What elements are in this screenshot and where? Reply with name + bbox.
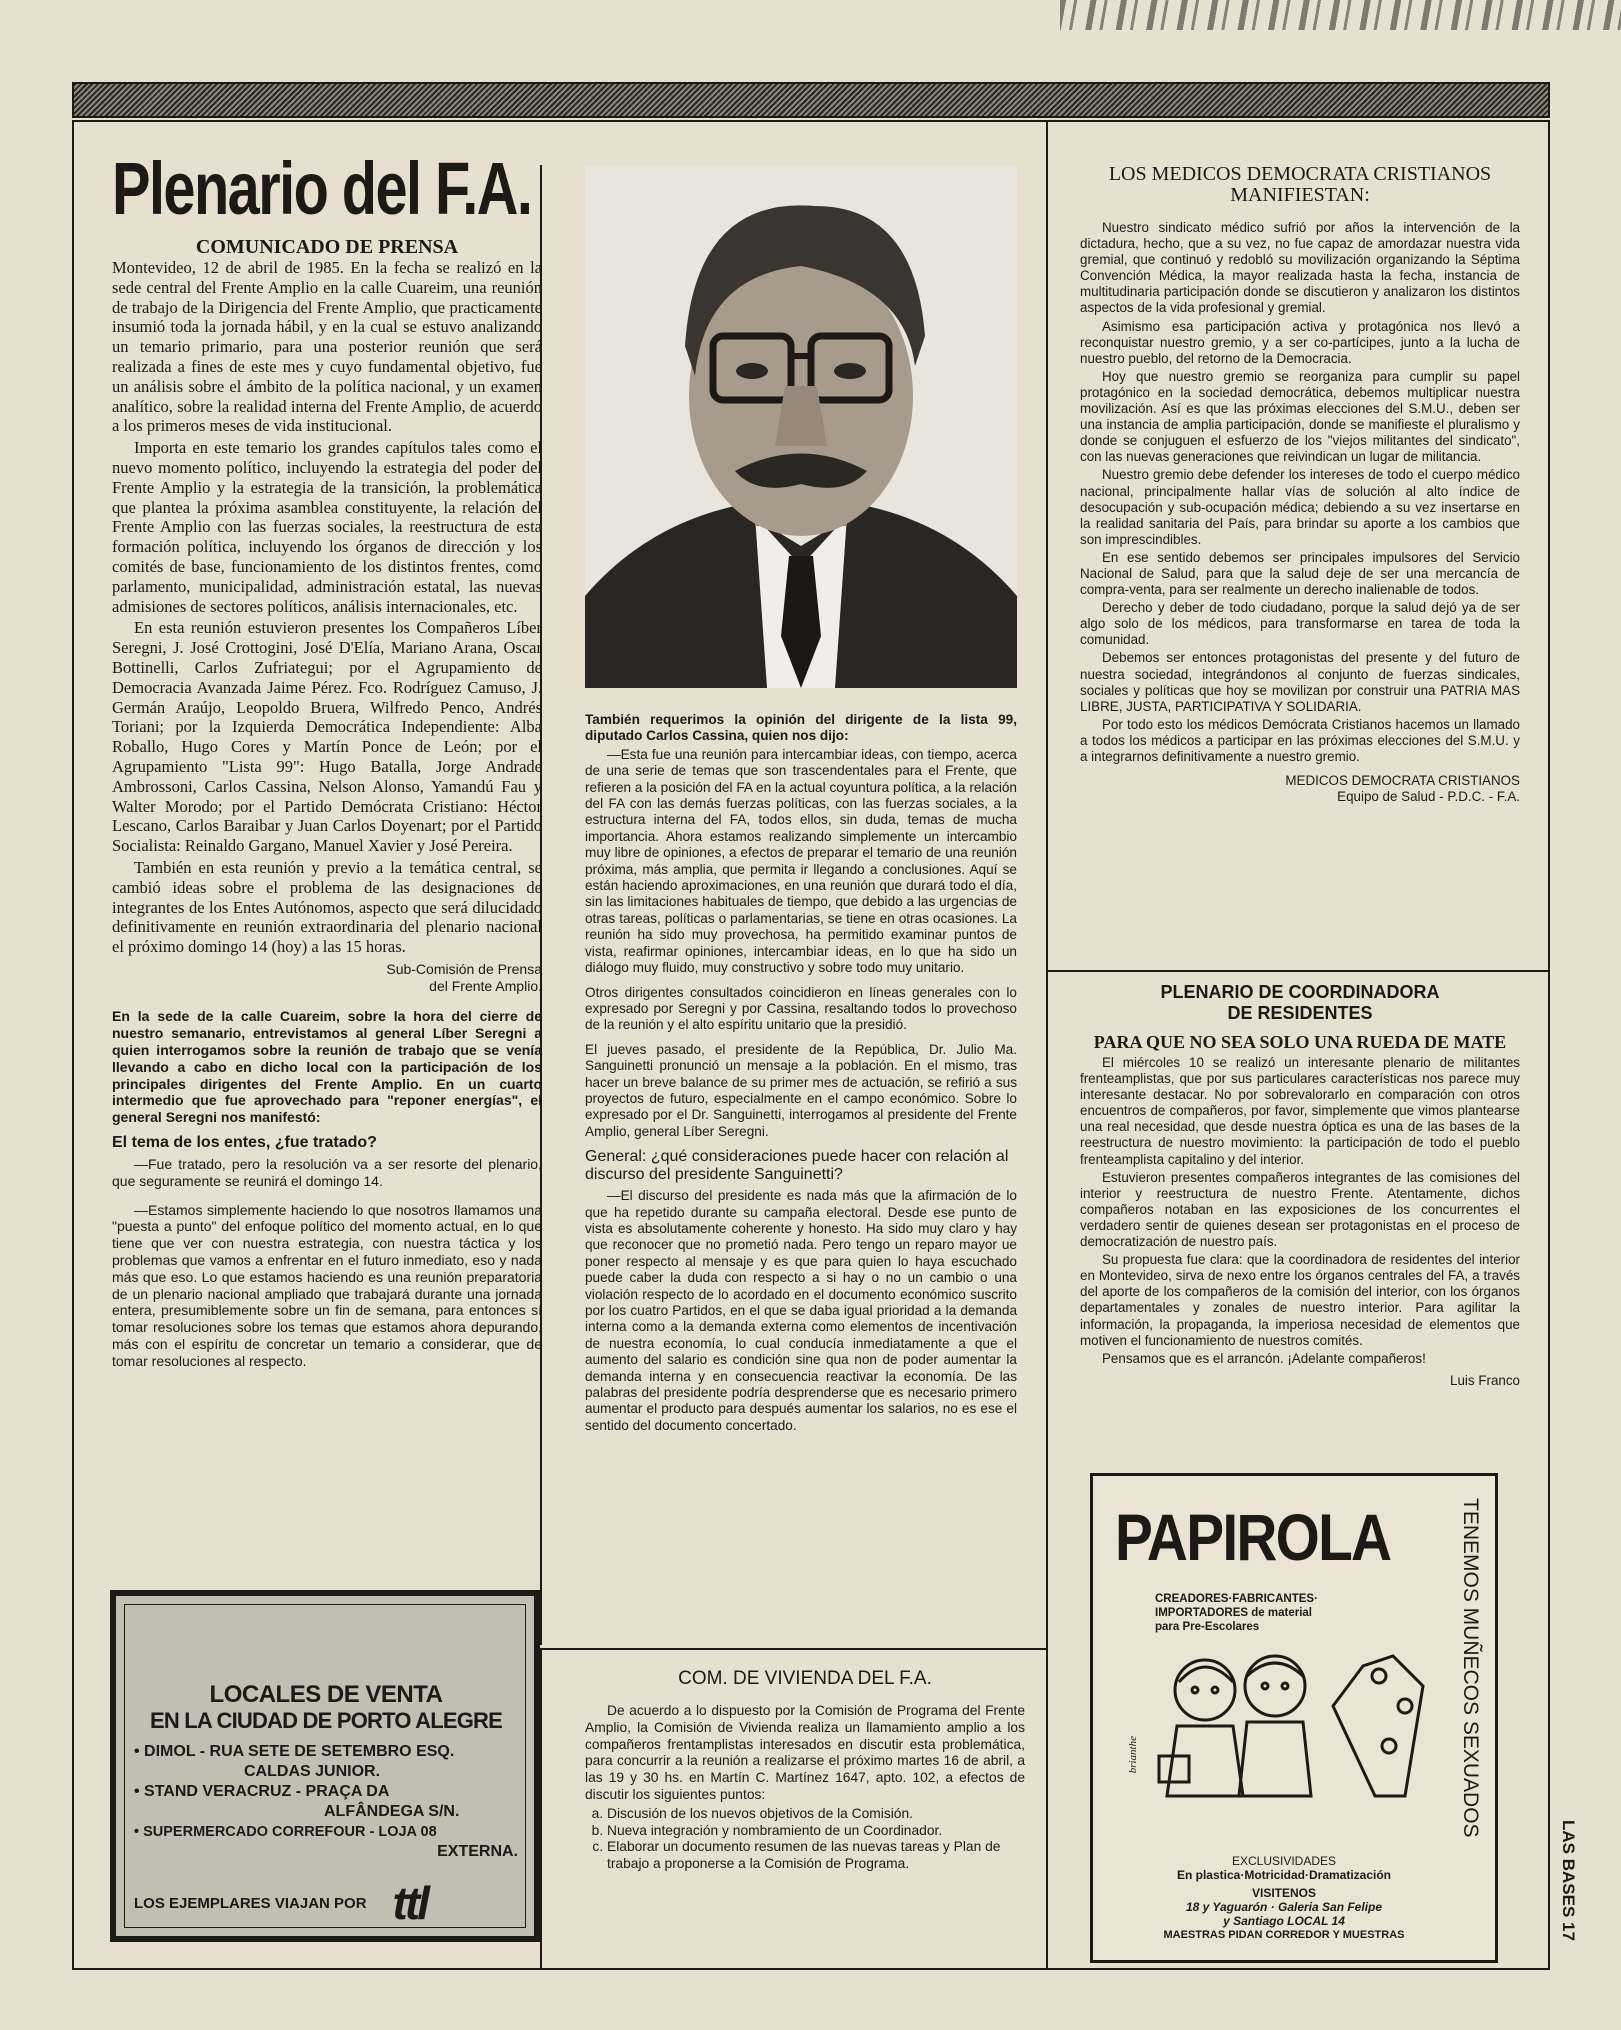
vivienda-item: b. Nueva integración y nombramiento de un Coordinador. [607,1823,1025,1840]
locales-venta-ad [110,1590,540,1942]
rule-above-vivienda [540,1648,1046,1650]
papirola-address1: 18 y Yaguarón · Galeria San Felipe [1185,1900,1383,1914]
ad-location-address: LOJA 08 [378,1824,437,1840]
ad-location-name: SUPERMERCADO CORREFOUR - [143,1824,375,1840]
papirola-exclusive: EXCLUSIVIDADES [1231,1854,1337,1868]
papirola-visit: VISITENOS [1251,1886,1316,1900]
sanguinetti-question: General: ¿qué consideraciones puede hacer con relación al discurso del presidente Sanguinetti? [585,1148,1009,1184]
papirola-details [1119,1854,1449,1942]
vivienda-body: De acuerdo a lo dispuesto por la Comisión de Programa del Frente Amplio, la Comisión de Vivienda realiza un llamamiento amplio a los compañeros frentamplistas interesados en discutir esta problemática, para concurrir a la reunión a realizarse el próximo martes 16 de abril, a las 19 y 30 hs. en Martín C. Martínez 1647, apto. 102, a efectos de discutir los siguientes puntos: [585,1703,1025,1802]
medicos-paragraph: Asimismo esa participación activa y protagónica nos llevó a reconquistar nuestro gremio, y a ser co-partícipes, junto a la lucha de nuestro pueblo, del retorno de la Democracia. [1080,318,1520,366]
ad-title-line2: EN LA CIUDAD DE PORTO ALEGRE [149,1708,503,1733]
papirola-ad [1090,1473,1498,1963]
medicos-signature-line2: Equipo de Salud - P.D.C. - F.A. [1337,789,1520,805]
page-edge-smudge [1060,0,1621,30]
papirola-line1: CREADORES·FABRICANTES· [1155,1593,1318,1605]
ad-location-address: RUA SETE DE SETEMBRO ESQ. [209,1743,455,1760]
medicos-paragraph: En ese sentido debemos ser principales impulsores del Servicio Nacional de Salud, para que la salud deje de ser una mercancía de compra-venta, para ser realmente un derecho inalienable de todos. [1080,549,1520,598]
interview-answer: —Estamos simplemente haciendo lo que nosotros llamamos una "puesta a punto" del enfoque político del momento actual, en lo que tiene que ver con nuestra estrategia, con nuestra táctica y los problemas que vamos a enfrentar en el futuro inmediato, eso y nada más que eso. Lo que estamos haciendo es una reunión preparatoria de un plenario nacional ampliado que trabajará durante una jornada entera, presumiblemente sobre un fin de semana, para entonces sí tomar resoluciones sobre los temas que estamos ahora depurando, más con el espíritu de concretar un temario a considerar, que de tomar resoluciones al respecto. [112,1201,542,1369]
medicos-paragraph: Nuestro gremio debe defender los intereses de todo el cuerpo médico nacional, principalmente hallar vías de solución al alto índice de desocupación y sub-ocupación médica; debiendo a su vez insertarse en la realidad sanitaria del País, para brindar su aporte a los cambios que son imprescindibles. [1080,467,1520,547]
plenario-subtitle: COMUNICADO DE PRENSA [195,236,459,258]
papirola-address2: y Santiago LOCAL 14 [1223,1914,1345,1928]
rule-under-medicos [1046,970,1550,972]
papirola-brand: PAPIROLA [1115,1500,1391,1574]
residentes-paragraph: Pensamos que es el arrancón. ¡Adelante compañeros! [1102,1350,1426,1366]
plenario-paragraph: También en esta reunión y previo a la temática central, se cambió ideas sobre el problema de las designaciones de integrantes de los Entes Autónomos, aspecto que será dilucidado definitivamente en reunión extraordinaria del plenario nacional el próximo domingo 14 (hoy) a las 15 horas. [112,857,542,957]
ad-footer [134,1877,518,1929]
papirola-vertical-slogan: TENEMOS MUÑECOS SEXUADOS [1459,1498,1482,1838]
ad-content [134,1681,518,1929]
vivienda-item: c. Elaborar un documento resumen de las nuevas tareas y Plan de trabajo a proponerse a la Comisión de Programa. [607,1839,1025,1873]
column-rule-right [1046,120,1048,1970]
others-paragraph: Otros dirigentes consultados coincidieron en líneas generales con lo expresado por Seregni y por Cassina, resaltando todos lo provechoso de la reunión y el alto espíritu unitario que la presidió. [585,984,1017,1033]
medicos-paragraph: Por todo esto los médicos Demócrata Cristianos hacemos un llamado a todos los médicos a participar en las próximas elecciones del S.M.U. y a integrarnos definitivamente a nuestro gremio. [1080,716,1520,764]
medicos-paragraph: Debemos ser entonces protagonistas del presente y del futuro de nuestra sociedad, integrándonos al conjunto de fuerzas sindicales, sociales y políticas que hoy se movilizan por construir una PATRIA MAS LIBRE, JUSTA, PARTICIPATIVA Y SOLIDARIA. [1080,650,1520,714]
ad-location-row: • DIMOL - RUA SETE DE SETEMBRO ESQ. [134,1743,455,1760]
plenario-title: Plenario del F.A. [112,147,532,230]
ad-locations [134,1742,518,1862]
ttl-logo: ttl [392,1877,427,1929]
ad-location-name: DIMOL - [144,1743,206,1760]
papirola-line3: para Pre-Escolares [1155,1621,1260,1633]
ad-footer-text: LOS EJEMPLARES VIAJAN POR [134,1894,367,1912]
plenario-body [112,258,542,957]
children-dolls-illustration [1143,1646,1443,1816]
residentes-subtitle: PARA QUE NO SEA SOLO UNA RUEDA DE MATE [1093,1032,1507,1052]
medicos-paragraph: Nuestro sindicato médico sufrió por años la intervención de la dictadura, hecho, que a su vez, no fue capaz de amordazar nuestra vida gremial, que continuó y redobló su movilización organizando la Séptima Convención Médica, la mayor realizada hasta la fecha, instancia de multitudinaria participación donde se discutieron y analizaron los distintos aspectos de la vida profesional y gremial. [1080,220,1520,316]
cassina-quote: —Esta fue una reunión para intercambiar ideas, con tiempo, acerca de una serie de temas que son trascendentales para el Frente, que refieren a la posición del FA en la actual coyuntura política, a la relación del FA con las demás fuerzas políticas, con las fuerzas sociales, a la estructura interna del FA, todos ellos, sin duda, temas de mucha importancia. Ahora estamos realizando simplemente un intercambio muy libre de opiniones, a efectos de preparar el temario de una reunión próxima, más amplia, que permita ir llegando a conclusiones. Aquí se están haciendo aproximaciones, en una reunión que durará todo el día, sin las limitaciones habituales de tiempo, que debido a las urgencias de otras tareas, políticas o parlamentarias, se tiene en otras ocasiones. La reunión ha sido muy provechosa, ha permitido examinar puntos de vista, reafirmar opiniones, intercambiar ideas, en lo que ha sido un diálogo muy fluido, muy constructivo y sobre todo muy unitario. [585,746,1017,976]
ad-location-address2: EXTERNA. [437,1843,518,1860]
ad-location-address2: ALFÂNDEGA S/N. [324,1803,460,1820]
ad-location-address: PRAÇA DA [305,1783,390,1800]
rule-left-vivienda [540,1648,542,1970]
medicos-paragraph: Hoy que nuestro gremio se reorganiza para cumplir su papel protagónico en la sociedad democrática, debemos multiplicar nuestra movilización. Así es que las próximas elecciones del S.M.U., deben ser una instancia de amplia participación, donde se manifieste el pluralismo y donde se conjuguen el esfuerzo de los "viejos militantes del sindicato", con las nuevas generaciones que reivindican un lugar de militancia. [1080,368,1520,465]
vivienda-article [585,1668,1025,1873]
ad-title-line1: LOCALES DE VENTA [209,1681,443,1708]
ad-location-row: • STAND VERACRUZ - PRAÇA DA [134,1783,390,1800]
vivienda-item: a. Discusión de los nuevos objetivos de la Comisión. [607,1806,1025,1823]
jueves-paragraph: El jueves pasado, el presidente de la República, Dr. Julio Ma. Sanguinetti pronunció un mensaje a la población. En el mismo, tras hacer un breve balance de su primer mes de actuación, se refirió a sus proyectos de futuro, especialmente en el campo económico. Sobre lo expresado por el Dr. Sanguinetti, interrogamos al presidente del Frente Amplio, general Líber Seregni. [585,1041,1017,1139]
plenario-signature-line1: Sub-Comisión de Prensa [386,960,542,977]
portrait-illustration [585,166,1017,688]
vivienda-title: COM. DE VIVIENDA DEL F.A. [678,1668,932,1689]
medicos-article [1080,164,1520,805]
papirola-artist: brianthe [1127,1736,1139,1774]
ad-location-address2: CALDAS JUNIOR. [244,1763,381,1780]
decorative-header-band [72,82,1550,118]
plenario-article [112,147,542,1372]
cassina-article [585,712,1017,1436]
sanguinetti-answer: —El discurso del presidente es nada más que la afirmación de lo que ha repetido durante su campaña electoral. Desde ese punto de vista es absolutamente coherente y honesto. Ha sido muy claro y hay que reconocer que no prometió nada. Pero tengo un reparo mayor ue poner respecto al mensaje y es que para quien lo haya escuchado puede caber la duda con respecto a si hay o no un cambio o una violación respecto de lo acordado en el documento económico suscrito por los cuatro Partidos, en el que se daba igual prioridad a la demanda interna como a la demanda externa como elementos de incentivación de nuestra economía, lo cual conducía inmediatamente a que el aumento del salario es condición sine qua non de poder aumentar la demanda interna y en consecuencia reactivar la economía. De las palabras del presidente podría desprenderse que es necesario primero aumentar el producto para después aumentar los salarios, no es ese el sentido del documento concertado. [585,1188,1017,1433]
residentes-article [1080,982,1520,1389]
medicos-title: LOS MEDICOS DEMOCRATA CRISTIANOS MANIFIESTAN: [1108,163,1492,206]
papirola-specialties: En plastica·Motricidad·Dramatización [1176,1868,1392,1882]
interview-answer: —Fue tratado, pero la resolución va a ser resorte del plenario, que seguramente se reunirá el domingo 14. [112,1156,542,1189]
medicos-paragraph: Derecho y deber de todo ciudadano, porque la salud dejó ya de ser algo solo de los médicos, para transformarse en tarea de toda la comunidad. [1080,600,1520,648]
residentes-title: PLENARIO DE COORDINADORA DE RESIDENTES [1160,982,1440,1023]
ad-location-row: • SUPERMERCADO CORREFOUR - LOJA 08 [134,1824,437,1840]
ad-location-name: STAND VERACRUZ - [144,1783,302,1800]
papirola-footer: MAESTRAS PIDAN CORREDOR Y MUESTRAS [1163,1929,1405,1941]
papirola-line2: IMPORTADORES de material [1155,1607,1312,1619]
interview-intro: En la sede de la calle Cuareim, sobre la hora del cierre de nuestro semanario, entrevistamos al general Líber Seregni a quien interrogamos sobre la reunión de trabajo que se venía llevando a cabo en dicho local con la participación de los principales dirigentes del Frente Amplio. En un cuarto intermedio que fue aprovechado para "reponer energías", el general Seregni nos manifestó: [112,1008,542,1126]
plenario-paragraph: En esta reunión estuvieron presentes los Compañeros Líber Seregni, J. José Crottogini, José D'Elía, Mariano Arana, Oscar Bottinelli, Carlos Zufriategui; por el Agrupamiento de Democracia Avanzada Jaime Pérez. Fco. Rodríguez Camuso, J. Germán Araújo, Leopoldo Bruera, Wilfredo Penco, Andrés Toriani; por la Izquierda Democrática Independiente: Alba Roballo, Hugo Cores y Martín Ponce de León; por el Agrupamiento "Lista 99": Hugo Batalla, Jorge Andrade Ambrossoni, Carlos Cassina, Nelson Alonso, Yamandú Fau y Walter Morodo; por el Partido Demócrata Cristiano: Héctor Lescano, Carlos Baraibar y Juan Carlos Doyenart; por el Partido Socialista: Reinaldo Gargano, Manuel Xavier y José Pereira. [112,618,542,856]
portrait-photo [585,166,1017,688]
plenario-signature-line2: del Frente Amplio. [429,977,542,994]
residentes-paragraph: Estuvieron presentes compañeros integrantes de las comisiones del interior y reestructura de nuestro Frente. Atentamente, dichos compañeros notaban en las exposiciones de los concurrentes el verdadero sentir de quienes desean ser protagonistas en el proceso de democratización de nuestro país. [1080,1169,1520,1250]
plenario-paragraph: Montevideo, 12 de abril de 1985. En la fecha se realizó en la sede central del Frente Amplio en la calle Cuareim, una reunión de trabajo de la Dirigencia del Frente Amplio, que practicamente insumió toda la jornada hábil, y en la cual se estuvo analizando un temario primario, para una posterior reunión que será realizada a fines de este mes y cuyo fundamental objetivo, fue un análisis sobre el ámbito de la política nacional, y un examen analítico, sobre la realidad interna del Frente Amplio, de acuerdo a los primeros meses de vida institucional. [112,258,542,436]
residentes-paragraph: El miércoles 10 se realizó un interesante plenario de militantes frenteamplistas, que por sus particulares características nos parece muy interesante destacar. No por sobrevalorarlo en comparación con otros encuentros de compañeros, por favor, simplemente que vimos plantearse una real necesidad, que desde nuestra óptica es una de las bases de la reestructura de nuestro movimiento: la participación de todo el pueblo frenteamplista capitalino y del interior. [1080,1055,1520,1167]
seregni-interview [112,1008,542,1369]
medicos-signature-line1: MEDICOS DEMOCRATA CRISTIANOS [1285,773,1520,789]
residentes-paragraph: Su propuesta fue clara: que la coordinadora de residentes del interior en Montevideo, sirva de nexo entre los órganos centrales del FA, a través del aporte de los compañeros de la comisión del interior, con los órganos departamentales y zonales de nuestro interior. Para agilitar la información, la propaganda, la imperiosa necesidad de elementos que motiven el funcionamiento de nuestros comités. [1080,1252,1520,1348]
page-folio: LAS BASES 17 [1559,1820,1578,1941]
vivienda-items [585,1806,1025,1873]
papirola-tagline [1155,1592,1318,1634]
cassina-intro: También requerimos la opinión del dirigente de la lista 99, diputado Carlos Cassina, quien nos dijo: [585,712,1017,744]
residentes-signature: Luis Franco [1450,1372,1520,1388]
plenario-paragraph: Importa en este temario los grandes capítulos tales como el nuevo momento político, incluyendo la estrategia del poder del Frente Amplio y la estrategia de la transición, la problemática que plantea la próxima asamblea constituyente, la relación del Frente Amplio con las fuerzas sociales, la reestructura de esta formación política, incluyendo los órganos de dirección y los comités de base, funcionamiento de los distintos frentes, como parlamento, municipalidad, administración estatal, las nuevas admisiones de sectores políticos, análisis internacionales, etc. [112,438,542,616]
interview-question: El tema de los entes, ¿fue tratado? [112,1134,377,1152]
